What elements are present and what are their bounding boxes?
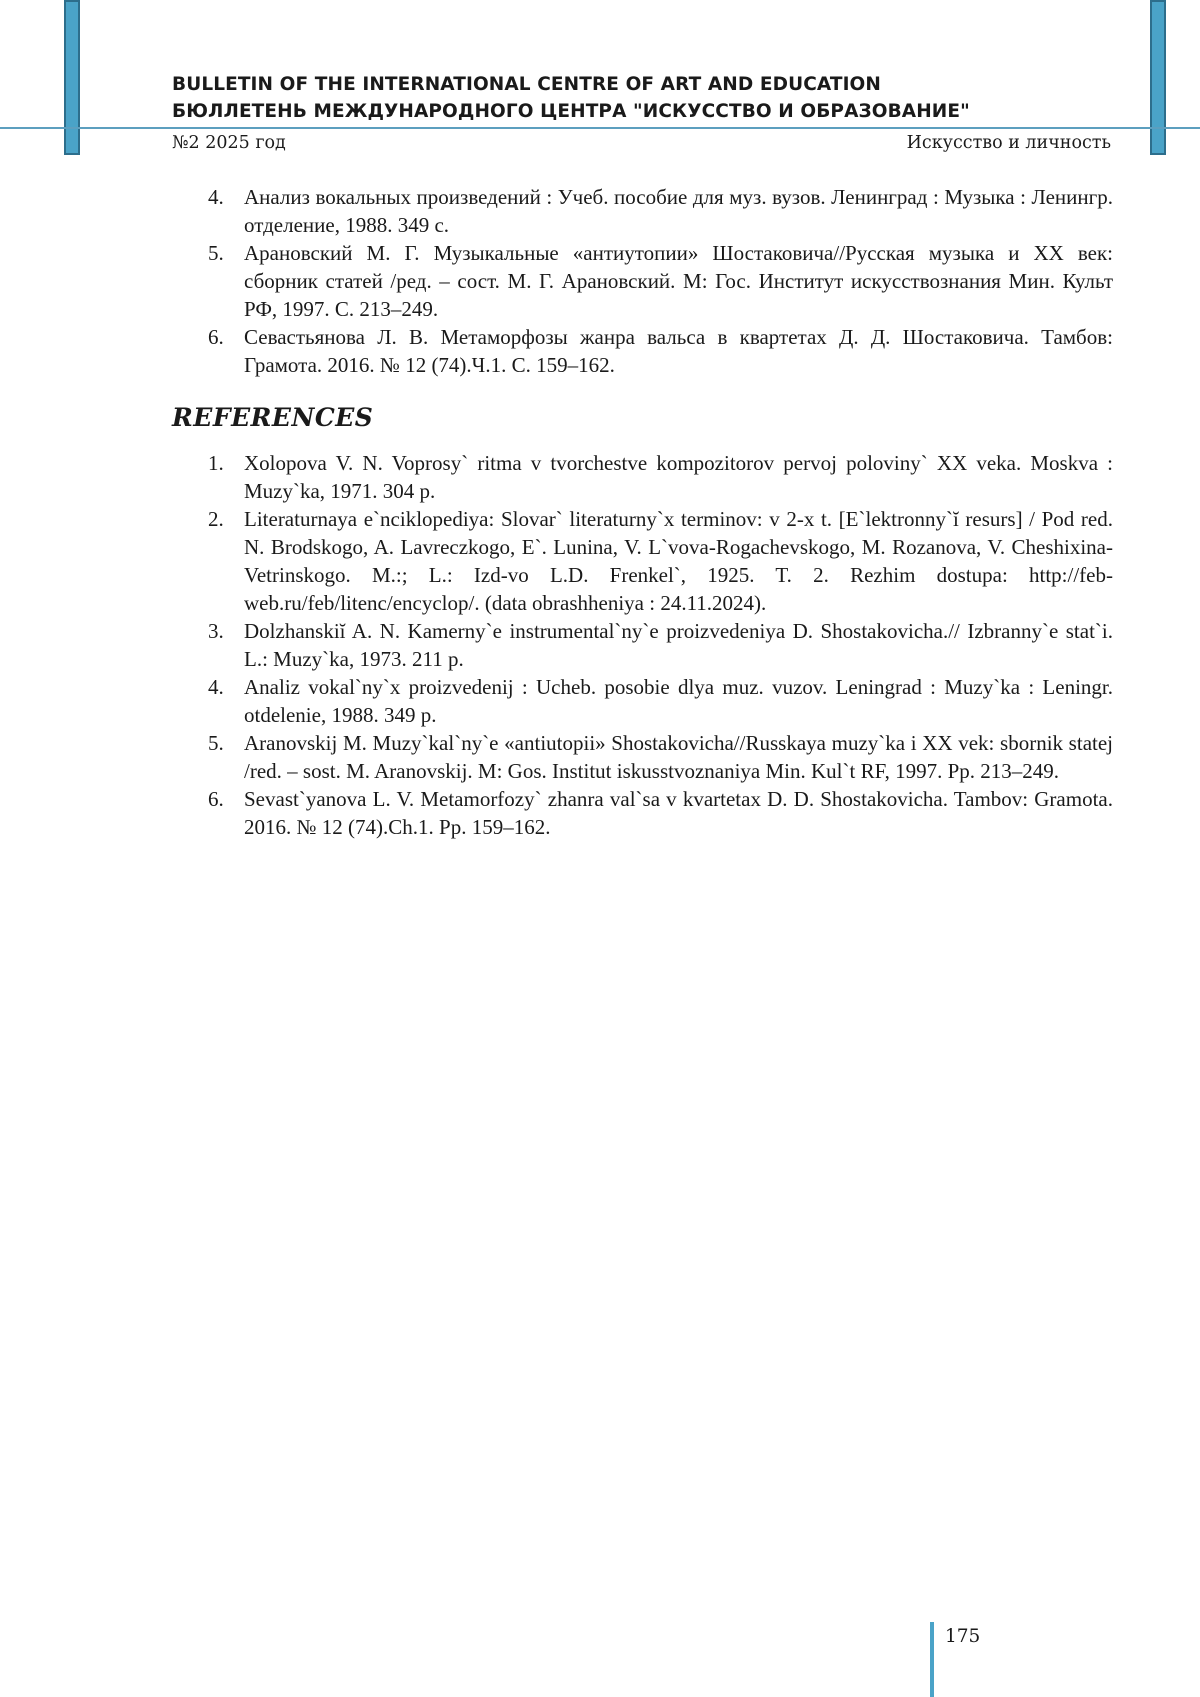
reference-item — [0, 183, 1200, 239]
footer-accent-bar — [930, 1622, 934, 1697]
reference-number: 5. — [208, 241, 224, 265]
reference-text: Sevast`yanova L. V. Metamorfozy` zhanra val`sa v kvartetax D. D. Shostakovicha. Tambov: Gramota. 2016. № 12 (74).Ch.1. Pp. 159–162. — [244, 787, 1113, 839]
left-accent-bar — [64, 0, 80, 155]
section-label: Искусство и личность — [906, 133, 1111, 153]
journal-title-ru: БЮЛЛЕТЕНЬ МЕЖДУНАРОДНОГО ЦЕНТРА "ИСКУССТВО И ОБРАЗОВАНИЕ" — [172, 101, 970, 122]
reference-item — [0, 239, 1200, 323]
reference-item — [0, 505, 1200, 617]
reference-number: 6. — [208, 787, 224, 811]
reference-item — [0, 617, 1200, 673]
literature-list-ru — [0, 183, 1200, 379]
reference-text: Xolopova V. N. Voprosy` ritma v tvorchestve kompozitorov pervoj poloviny` XX veka. Moskva : Muzy`ka, 1971. 304 p. — [244, 451, 1113, 503]
reference-item — [0, 323, 1200, 379]
reference-number: 4. — [208, 185, 224, 209]
reference-text: Analiz vokal`ny`x proizvedenij : Ucheb. posobie dlya muz. vuzov. Leningrad : Muzy`ka : Leningr. otdelenie, 1988. 349 p. — [244, 675, 1113, 727]
reference-item — [0, 449, 1200, 505]
reference-text: Literaturnaya e`nciklopediya: Slovar` literaturny`x terminov: v 2-x t. [E`lektronny`ĭ resurs] / Pod red. N. Brodskogo, A. Lavreczkogo, E`. Lunina, V. L`vova-Rogachevskogo, M. Rozanova, V. Cheshixina-Vetrinskogo. M.:; L.: Izd-vo L.D. Frenkel`, 1925. T. 2. Rezhim dostupa: http://feb-web.ru/feb/litenc/encyclop/. (data obrashheniya : 24.11.2024). — [244, 507, 1113, 615]
journal-title-en: BULLETIN OF THE INTERNATIONAL CENTRE OF ART AND EDUCATION — [172, 74, 881, 95]
issue-label: №2 2025 год — [172, 133, 286, 153]
reference-number: 6. — [208, 325, 224, 349]
reference-number: 3. — [208, 619, 224, 643]
reference-number: 2. — [208, 507, 224, 531]
page-number: 175 — [945, 1626, 981, 1647]
reference-item — [0, 785, 1200, 841]
reference-item — [0, 673, 1200, 729]
reference-text: Севастьянова Л. В. Метаморфозы жанра вальса в квартетах Д. Д. Шостаковича. Тамбов: Грамота. 2016. № 12 (74).Ч.1. С. 159–162. — [244, 325, 1113, 377]
reference-item — [0, 729, 1200, 785]
header-divider — [0, 127, 1200, 129]
reference-text: Арановский М. Г. Музыкальные «антиутопии» Шостаковича//Русская музыка и XX век: сборник статей /ред. – сост. М. Г. Арановский. М: Гос. Институт искусствознания Мин. Культ РФ, 1997. С. 213–249. — [244, 241, 1113, 321]
reference-text: Dolzhanskiĭ A. N. Kamerny`e instrumental`ny`e proizvedeniya D. Shostakovicha.// Izbranny`e stat`i. L.: Muzy`ka, 1973. 211 p. — [244, 619, 1113, 671]
references-heading: REFERENCES — [172, 403, 374, 432]
reference-number: 5. — [208, 731, 224, 755]
reference-text: Aranovskij M. Muzy`kal`ny`e «antiutopii» Shostakovicha//Russkaya muzy`ka i XX vek: sbornik statej /red. – sost. M. Aranovskij. M: Gos. Institut iskusstvoznaniya Min. Kul`t RF, 1997. Pp. 213–249. — [244, 731, 1113, 783]
reference-text: Анализ вокальных произведений : Учеб. пособие для муз. вузов. Ленинград : Музыка : Ленингр. отделение, 1988. 349 с. — [244, 185, 1113, 237]
right-accent-bar — [1150, 0, 1166, 155]
reference-number: 4. — [208, 675, 224, 699]
reference-number: 1. — [208, 451, 224, 475]
references-list — [0, 449, 1200, 841]
